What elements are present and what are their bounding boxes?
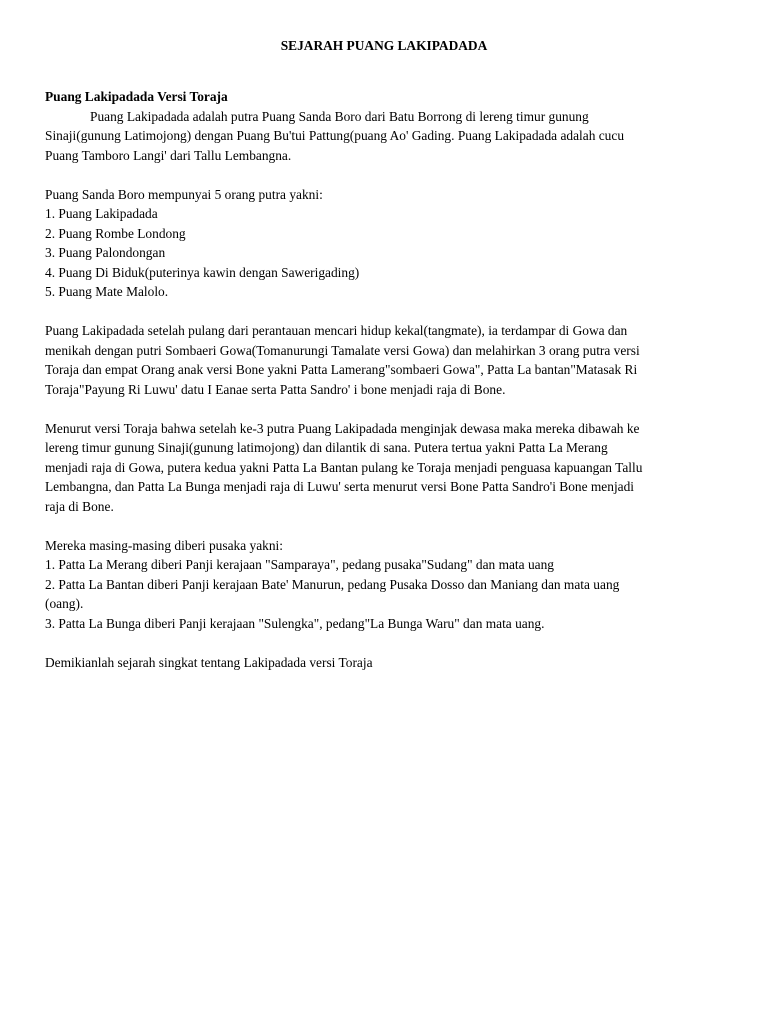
paragraph-spacer <box>45 516 735 536</box>
document-title: SEJARAH PUANG LAKIPADADA <box>280 38 488 53</box>
list-item: 4. Puang Di Biduk(puterinya kawin dengan Sawerigading) <box>45 264 360 280</box>
intro-line: Sinaji(gunung Latimojong) dengan Puang Bu'tui Pattung(puang Ao' Gading. Puang Lakipadada adalah cucu <box>45 128 625 143</box>
list-item: 3. Patta La Bunga diberi Panji kerajaan "Sulengka", pedang"La Bunga Waru" dan mata uang. <box>45 615 545 631</box>
intro-paragraph <box>45 107 735 166</box>
paragraph-spacer <box>45 633 735 653</box>
heirloom-list-block <box>45 536 735 634</box>
paragraph-line: raja di Bone. <box>45 498 114 514</box>
section-heading: Puang Lakipadada Versi Toraja <box>45 89 228 104</box>
document-body <box>45 87 735 672</box>
paragraph-line: Toraja"Payung Ri Luwu' datu I Eanae serta Patta Sandro' i bone menjadi raja di Bone. <box>45 381 506 397</box>
intro-line: Puang Lakipadada adalah putra Puang Sanda Boro dari Batu Borrong di lereng timur gunung <box>90 108 589 124</box>
heirloom-intro: Mereka masing-masing diberi pusaka yakni: <box>45 537 283 553</box>
inauguration-paragraph <box>45 419 735 517</box>
paragraph-spacer <box>45 399 735 419</box>
list-item: 1. Patta La Merang diberi Panji kerajaan "Samparaya", pedang pusaka"Sudang" dan mata uang <box>45 557 554 572</box>
paragraph-line: menjadi raja di Gowa, putera kedua yakni Patta La Bantan pulang ke Toraja menjadi penguasa kapuangan Tallu <box>45 459 643 475</box>
paragraph-spacer <box>45 302 735 322</box>
paragraph-line: menikah dengan putri Sombaeri Gowa(Tomanurungi Tamalate versi Gowa) dan melahirkan 3 orang putra versi <box>45 342 640 358</box>
paragraph-line: Menurut versi Toraja bahwa setelah ke-3 putra Puang Lakipadada menginjak dewasa maka mereka dibawah ke <box>45 420 640 436</box>
sons-intro: Puang Sanda Boro mempunyai 5 orang putra yakni: <box>45 186 323 202</box>
list-item: 5. Puang Mate Malolo. <box>45 284 169 299</box>
list-item: 3. Puang Palondongan <box>45 245 166 260</box>
list-item: 1. Puang Lakipadada <box>45 206 158 221</box>
list-item-continuation: (oang). <box>45 596 84 611</box>
paragraph-line: Puang Lakipadada setelah pulang dari perantauan mencari hidup kekal(tangmate), ia terdampar di Gowa dan <box>45 323 628 338</box>
paragraph-spacer <box>45 165 735 185</box>
intro-line: Puang Tamboro Langi' dari Tallu Lembangna. <box>45 147 292 163</box>
sons-list-block <box>45 185 735 302</box>
closing-sentence: Demikianlah sejarah singkat tentang Lakipadada versi Toraja <box>45 654 373 670</box>
marriage-paragraph <box>45 321 735 399</box>
list-item: 2. Patta La Bantan diberi Panji kerajaan Bate' Manurun, pedang Pusaka Dosso dan Maniang dan mata uang <box>45 576 620 592</box>
list-item: 2. Puang Rombe Londong <box>45 225 186 241</box>
paragraph-line: lereng timur gunung Sinaji(gunung latimojong) dan dilantik di sana. Putera tertua yakni Patta La Merang <box>45 440 608 455</box>
paragraph-line: Lembangna, dan Patta La Bunga menjadi raja di Luwu' serta menurut versi Bone Patta Sandro'i Bone menjadi <box>45 479 635 494</box>
paragraph-line: Toraja dan empat Orang anak versi Bone yakni Patta Lamerang"sombaeri Gowa", Patta La bantan"Matasak Ri <box>45 362 638 377</box>
